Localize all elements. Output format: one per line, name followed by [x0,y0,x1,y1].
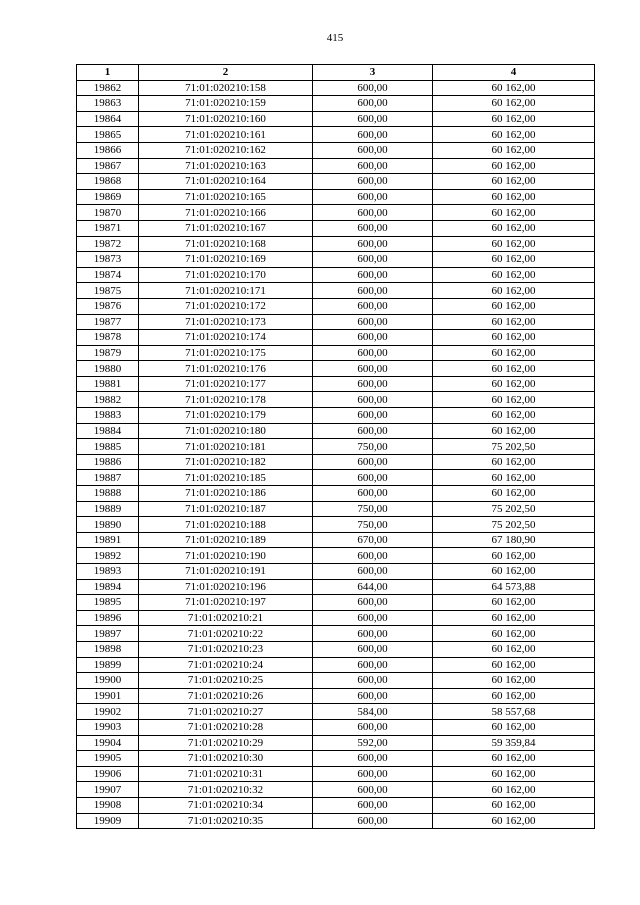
table-row [77,626,595,642]
row-number-cell: 19862 [77,80,139,96]
value-cell: 60 162,00 [433,641,595,657]
cadastral-number-cell: 71:01:020210:191 [139,564,313,580]
area-cell: 600,00 [313,423,433,439]
cadastral-number-cell: 71:01:020210:28 [139,719,313,735]
data-table [76,64,595,829]
cadastral-number-cell: 71:01:020210:158 [139,80,313,96]
row-number-cell: 19864 [77,111,139,127]
value-cell: 60 162,00 [433,782,595,798]
area-cell: 600,00 [313,330,433,346]
cadastral-number-cell: 71:01:020210:163 [139,158,313,174]
area-cell: 600,00 [313,766,433,782]
row-number-cell: 19880 [77,361,139,377]
row-number-cell: 19899 [77,657,139,673]
value-cell: 60 162,00 [433,688,595,704]
table-row [77,657,595,673]
table-row [77,766,595,782]
value-cell: 60 162,00 [433,548,595,564]
row-number-cell: 19902 [77,704,139,720]
row-number-cell: 19865 [77,127,139,143]
table-row [77,704,595,720]
row-number-cell: 19908 [77,797,139,813]
table-row [77,735,595,751]
value-cell: 60 162,00 [433,330,595,346]
table-row [77,376,595,392]
cadastral-number-cell: 71:01:020210:160 [139,111,313,127]
cadastral-number-cell: 71:01:020210:189 [139,532,313,548]
value-cell: 60 162,00 [433,751,595,767]
table-row [77,142,595,158]
table-row [77,486,595,502]
row-number-cell: 19906 [77,766,139,782]
value-cell: 60 162,00 [433,220,595,236]
area-cell: 600,00 [313,641,433,657]
table-row [77,564,595,580]
value-cell: 60 162,00 [433,610,595,626]
area-cell: 600,00 [313,376,433,392]
table-row [77,532,595,548]
row-number-cell: 19881 [77,376,139,392]
row-number-cell: 19866 [77,142,139,158]
cadastral-number-cell: 71:01:020210:167 [139,220,313,236]
area-cell: 600,00 [313,454,433,470]
row-number-cell: 19895 [77,595,139,611]
cadastral-number-cell: 71:01:020210:190 [139,548,313,564]
area-cell: 600,00 [313,610,433,626]
table-row [77,111,595,127]
table-row [77,719,595,735]
table-row [77,96,595,112]
cadastral-number-cell: 71:01:020210:32 [139,782,313,798]
area-cell: 600,00 [313,392,433,408]
table-row [77,298,595,314]
value-cell: 60 162,00 [433,797,595,813]
table-row [77,205,595,221]
row-number-cell: 19903 [77,719,139,735]
area-cell: 600,00 [313,174,433,190]
cadastral-number-cell: 71:01:020210:170 [139,267,313,283]
row-number-cell: 19870 [77,205,139,221]
cadastral-number-cell: 71:01:020210:188 [139,517,313,533]
table-row [77,439,595,455]
table-row [77,782,595,798]
area-cell: 600,00 [313,486,433,502]
cadastral-number-cell: 71:01:020210:26 [139,688,313,704]
table-row [77,267,595,283]
area-cell: 600,00 [313,236,433,252]
cadastral-number-cell: 71:01:020210:174 [139,330,313,346]
value-cell: 60 162,00 [433,361,595,377]
table-row [77,127,595,143]
row-number-cell: 19891 [77,532,139,548]
row-number-cell: 19875 [77,283,139,299]
cadastral-number-cell: 71:01:020210:162 [139,142,313,158]
table-row [77,220,595,236]
cadastral-number-cell: 71:01:020210:196 [139,579,313,595]
area-cell: 600,00 [313,813,433,829]
table-row [77,595,595,611]
value-cell: 60 162,00 [433,283,595,299]
area-cell: 750,00 [313,439,433,455]
table-row [77,610,595,626]
area-cell: 584,00 [313,704,433,720]
cadastral-number-cell: 71:01:020210:181 [139,439,313,455]
area-cell: 600,00 [313,564,433,580]
area-cell: 600,00 [313,80,433,96]
area-cell: 600,00 [313,158,433,174]
value-cell: 60 162,00 [433,376,595,392]
value-cell: 64 573,88 [433,579,595,595]
column-header-3: 3 [313,65,433,81]
cadastral-number-cell: 71:01:020210:165 [139,189,313,205]
area-cell: 670,00 [313,532,433,548]
row-number-cell: 19872 [77,236,139,252]
area-cell: 644,00 [313,579,433,595]
row-number-cell: 19890 [77,517,139,533]
row-number-cell: 19878 [77,330,139,346]
value-cell: 60 162,00 [433,423,595,439]
table-row [77,548,595,564]
value-cell: 60 162,00 [433,80,595,96]
value-cell: 60 162,00 [433,454,595,470]
value-cell: 60 162,00 [433,657,595,673]
cadastral-number-cell: 71:01:020210:175 [139,345,313,361]
cadastral-number-cell: 71:01:020210:182 [139,454,313,470]
value-cell: 60 162,00 [433,486,595,502]
value-cell: 60 162,00 [433,111,595,127]
value-cell: 60 162,00 [433,236,595,252]
value-cell: 59 359,84 [433,735,595,751]
table-row [77,423,595,439]
value-cell: 60 162,00 [433,766,595,782]
row-number-cell: 19874 [77,267,139,283]
area-cell: 600,00 [313,189,433,205]
table-row [77,813,595,829]
row-number-cell: 19898 [77,641,139,657]
area-cell: 600,00 [313,361,433,377]
value-cell: 60 162,00 [433,298,595,314]
area-cell: 600,00 [313,626,433,642]
value-cell: 60 162,00 [433,142,595,158]
cadastral-number-cell: 71:01:020210:187 [139,501,313,517]
area-cell: 600,00 [313,782,433,798]
table-body [77,80,595,829]
area-cell: 600,00 [313,142,433,158]
cadastral-number-cell: 71:01:020210:185 [139,470,313,486]
table-row [77,751,595,767]
cadastral-number-cell: 71:01:020210:161 [139,127,313,143]
row-number-cell: 19882 [77,392,139,408]
cadastral-number-cell: 71:01:020210:22 [139,626,313,642]
row-number-cell: 19869 [77,189,139,205]
value-cell: 60 162,00 [433,96,595,112]
area-cell: 600,00 [313,298,433,314]
table-row [77,158,595,174]
table-row [77,501,595,517]
cadastral-number-cell: 71:01:020210:178 [139,392,313,408]
cadastral-number-cell: 71:01:020210:169 [139,252,313,268]
value-cell: 60 162,00 [433,673,595,689]
cadastral-number-cell: 71:01:020210:171 [139,283,313,299]
area-cell: 600,00 [313,719,433,735]
cadastral-number-cell: 71:01:020210:24 [139,657,313,673]
value-cell: 60 162,00 [433,158,595,174]
cadastral-number-cell: 71:01:020210:35 [139,813,313,829]
column-header-2: 2 [139,65,313,81]
table-row [77,283,595,299]
cadastral-number-cell: 71:01:020210:177 [139,376,313,392]
row-number-cell: 19900 [77,673,139,689]
table-row [77,641,595,657]
area-cell: 600,00 [313,111,433,127]
row-number-cell: 19909 [77,813,139,829]
area-cell: 600,00 [313,267,433,283]
table-row [77,673,595,689]
value-cell: 60 162,00 [433,564,595,580]
table-row [77,80,595,96]
row-number-cell: 19877 [77,314,139,330]
table-header [77,65,595,81]
table-row [77,454,595,470]
value-cell: 60 162,00 [433,267,595,283]
cadastral-number-cell: 71:01:020210:27 [139,704,313,720]
row-number-cell: 19892 [77,548,139,564]
value-cell: 60 162,00 [433,174,595,190]
cadastral-number-cell: 71:01:020210:172 [139,298,313,314]
area-cell: 600,00 [313,688,433,704]
value-cell: 60 162,00 [433,252,595,268]
value-cell: 60 162,00 [433,345,595,361]
row-number-cell: 19905 [77,751,139,767]
area-cell: 600,00 [313,657,433,673]
table-row [77,392,595,408]
row-number-cell: 19884 [77,423,139,439]
cadastral-number-cell: 71:01:020210:23 [139,641,313,657]
area-cell: 600,00 [313,96,433,112]
row-number-cell: 19887 [77,470,139,486]
row-number-cell: 19894 [77,579,139,595]
row-number-cell: 19873 [77,252,139,268]
area-cell: 750,00 [313,517,433,533]
area-cell: 600,00 [313,252,433,268]
table-row [77,408,595,424]
area-cell: 600,00 [313,408,433,424]
cadastral-number-cell: 71:01:020210:197 [139,595,313,611]
area-cell: 600,00 [313,470,433,486]
row-number-cell: 19901 [77,688,139,704]
column-header-4: 4 [433,65,595,81]
area-cell: 600,00 [313,595,433,611]
value-cell: 60 162,00 [433,470,595,486]
table-row [77,236,595,252]
cadastral-number-cell: 71:01:020210:186 [139,486,313,502]
value-cell: 60 162,00 [433,408,595,424]
row-number-cell: 19893 [77,564,139,580]
row-number-cell: 19886 [77,454,139,470]
area-cell: 600,00 [313,797,433,813]
row-number-cell: 19879 [77,345,139,361]
table-row [77,517,595,533]
area-cell: 600,00 [313,127,433,143]
cadastral-number-cell: 71:01:020210:21 [139,610,313,626]
table-row [77,470,595,486]
table-row [77,174,595,190]
table-row [77,579,595,595]
value-cell: 60 162,00 [433,205,595,221]
value-cell: 75 202,50 [433,517,595,533]
column-header-1: 1 [77,65,139,81]
cadastral-number-cell: 71:01:020210:31 [139,766,313,782]
row-number-cell: 19868 [77,174,139,190]
header-row [77,65,595,81]
cadastral-number-cell: 71:01:020210:30 [139,751,313,767]
value-cell: 60 162,00 [433,719,595,735]
value-cell: 75 202,50 [433,501,595,517]
table-row [77,314,595,330]
cadastral-number-cell: 71:01:020210:173 [139,314,313,330]
row-number-cell: 19883 [77,408,139,424]
value-cell: 67 180,90 [433,532,595,548]
area-cell: 600,00 [313,673,433,689]
table-row [77,189,595,205]
row-number-cell: 19904 [77,735,139,751]
area-cell: 600,00 [313,548,433,564]
table-row [77,345,595,361]
cadastral-number-cell: 71:01:020210:25 [139,673,313,689]
cadastral-number-cell: 71:01:020210:159 [139,96,313,112]
row-number-cell: 19876 [77,298,139,314]
value-cell: 60 162,00 [433,813,595,829]
value-cell: 75 202,50 [433,439,595,455]
area-cell: 600,00 [313,751,433,767]
row-number-cell: 19871 [77,220,139,236]
row-number-cell: 19867 [77,158,139,174]
cadastral-number-cell: 71:01:020210:168 [139,236,313,252]
value-cell: 60 162,00 [433,626,595,642]
area-cell: 600,00 [313,283,433,299]
value-cell: 60 162,00 [433,189,595,205]
row-number-cell: 19907 [77,782,139,798]
value-cell: 60 162,00 [433,127,595,143]
cadastral-number-cell: 71:01:020210:180 [139,423,313,439]
value-cell: 58 557,68 [433,704,595,720]
row-number-cell: 19896 [77,610,139,626]
value-cell: 60 162,00 [433,314,595,330]
cadastral-number-cell: 71:01:020210:164 [139,174,313,190]
row-number-cell: 19889 [77,501,139,517]
area-cell: 600,00 [313,220,433,236]
value-cell: 60 162,00 [433,595,595,611]
page-number: 415 [326,32,344,44]
area-cell: 600,00 [313,205,433,221]
cadastral-number-cell: 71:01:020210:34 [139,797,313,813]
row-number-cell: 19888 [77,486,139,502]
cadastral-number-cell: 71:01:020210:176 [139,361,313,377]
table-row [77,252,595,268]
cadastral-number-cell: 71:01:020210:179 [139,408,313,424]
cadastral-number-cell: 71:01:020210:166 [139,205,313,221]
table-row [77,688,595,704]
area-cell: 592,00 [313,735,433,751]
table-row [77,361,595,377]
value-cell: 60 162,00 [433,392,595,408]
area-cell: 600,00 [313,345,433,361]
row-number-cell: 19897 [77,626,139,642]
row-number-cell: 19885 [77,439,139,455]
area-cell: 600,00 [313,314,433,330]
table-row [77,330,595,346]
cadastral-number-cell: 71:01:020210:29 [139,735,313,751]
table-row [77,797,595,813]
row-number-cell: 19863 [77,96,139,112]
area-cell: 750,00 [313,501,433,517]
